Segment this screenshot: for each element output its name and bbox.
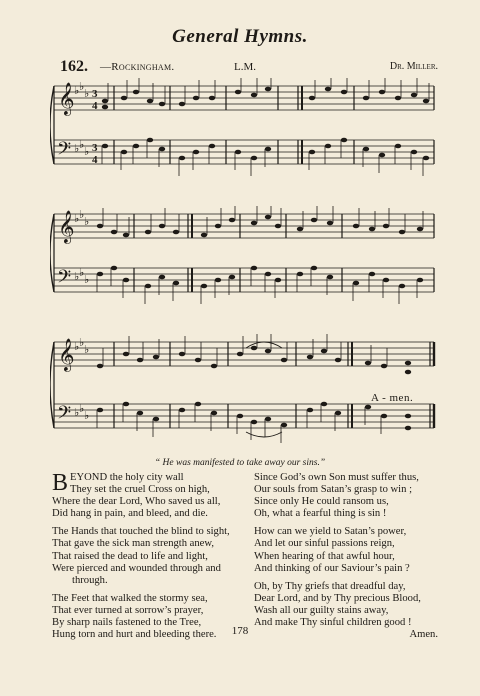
scripture-motto: “ He was manifested to take away our sins.” <box>154 458 326 468</box>
verse-line: EYOND the holy city wall <box>70 472 184 483</box>
verse-line: Oh, by Thy griefs that dreadful day, <box>254 580 406 592</box>
svg-text:4: 4 <box>92 100 98 112</box>
verse-line: That raised the dead to life and light, <box>52 550 208 562</box>
svg-text:♭: ♭ <box>84 273 90 286</box>
svg-text:♭: ♭ <box>74 270 80 283</box>
verse-line: And thinking of our Saviour’s pain ? <box>254 562 410 574</box>
composer: Dr. Miller. <box>389 61 438 72</box>
svg-text:3: 3 <box>92 142 98 154</box>
verses-right-column <box>254 472 444 647</box>
verse-line: Hung torn and hurt and bleeding there. <box>52 629 217 641</box>
music-system-2 <box>50 206 438 312</box>
svg-text:♭: ♭ <box>84 409 90 422</box>
verse-line: How can we yield to Satan’s power, <box>254 526 407 538</box>
verse-line: They set the cruel Cross on high, <box>70 484 210 496</box>
svg-text:♭: ♭ <box>79 80 85 93</box>
verse-line: And make Thy sinful children good ! <box>254 617 412 629</box>
verse-line: Where the dear Lord, Who saved us all, <box>52 496 221 508</box>
verse-line: And let our sinful passions reign, <box>254 538 395 550</box>
svg-text:♭: ♭ <box>74 142 80 155</box>
verse-line: That gave the sick man strength anew, <box>52 538 214 550</box>
verse-line: through. <box>72 574 108 586</box>
svg-text:♭: ♭ <box>79 402 85 415</box>
svg-text:♭: ♭ <box>79 266 85 279</box>
svg-text:♭: ♭ <box>74 84 80 97</box>
drop-cap: B <box>52 470 69 496</box>
verse-line: The Feet that walked the stormy sea, <box>52 592 208 604</box>
verses-left-column <box>52 472 248 647</box>
verse-line: When hearing of that awful hour, <box>254 550 395 562</box>
page-number: 178 <box>231 625 249 637</box>
verse-line: The Hands that touched the blind to sight, <box>52 526 230 538</box>
hymn-number: 162. <box>60 58 88 75</box>
verse-line: Oh, what a fearful thing is sin ! <box>254 508 387 520</box>
verse-line: Since God’s own Son must suffer thus, <box>254 472 419 483</box>
stanza-1 <box>52 472 248 520</box>
svg-text:4: 4 <box>92 154 98 166</box>
svg-text:♭: ♭ <box>74 212 80 225</box>
verse-line: Were pierced and wounded through and <box>52 562 221 574</box>
svg-text:♭: ♭ <box>79 138 85 151</box>
svg-text:♭: ♭ <box>84 145 90 158</box>
amen-lyric: A - men. <box>371 392 414 404</box>
verse-line: Dear Lord, and by Thy precious Blood, <box>254 592 421 604</box>
svg-text:3: 3 <box>92 88 98 100</box>
svg-text:♭: ♭ <box>79 336 85 349</box>
svg-text:♭: ♭ <box>79 208 85 221</box>
svg-text:𝄢: 𝄢 <box>57 139 72 164</box>
svg-text:𝄞: 𝄞 <box>58 210 75 243</box>
verse-line: By sharp nails fastened to the Tree, <box>52 617 202 629</box>
verse-line: That ever turned at sorrow’s prayer, <box>52 604 204 616</box>
svg-text:𝄞: 𝄞 <box>58 82 75 115</box>
svg-text:♭: ♭ <box>84 215 90 228</box>
hymn-heading <box>60 60 438 76</box>
verse-line: Since only He could ransom us, <box>254 496 389 508</box>
svg-text:♭: ♭ <box>74 340 80 353</box>
meter: L.M. <box>234 61 256 73</box>
music-system-1 <box>50 78 438 188</box>
verse-line: Wash all our guilty stains away, <box>254 604 389 616</box>
svg-text:♭: ♭ <box>84 343 90 356</box>
score-system-3 <box>50 334 438 444</box>
section-title: General Hymns. <box>172 26 308 47</box>
svg-text:𝄢: 𝄢 <box>57 403 72 428</box>
score-system-2 <box>50 206 438 312</box>
svg-text:𝄞: 𝄞 <box>58 338 75 371</box>
svg-text:𝄢: 𝄢 <box>57 267 72 292</box>
score-system-1 <box>50 78 438 188</box>
verse-line: Did hang in pain, and bleed, and die. <box>52 508 208 520</box>
svg-text:♭: ♭ <box>74 406 80 419</box>
verse-line: Our souls from Satan’s grasp to win ; <box>254 484 413 496</box>
tune-name: —Rockingham. <box>100 61 175 73</box>
svg-text:♭: ♭ <box>84 87 90 100</box>
amen-text: Amen. <box>409 629 438 641</box>
stanza-5 <box>254 526 444 574</box>
music-system-3 <box>50 334 438 444</box>
stanza-2 <box>52 526 248 586</box>
stanza-4 <box>254 472 444 520</box>
